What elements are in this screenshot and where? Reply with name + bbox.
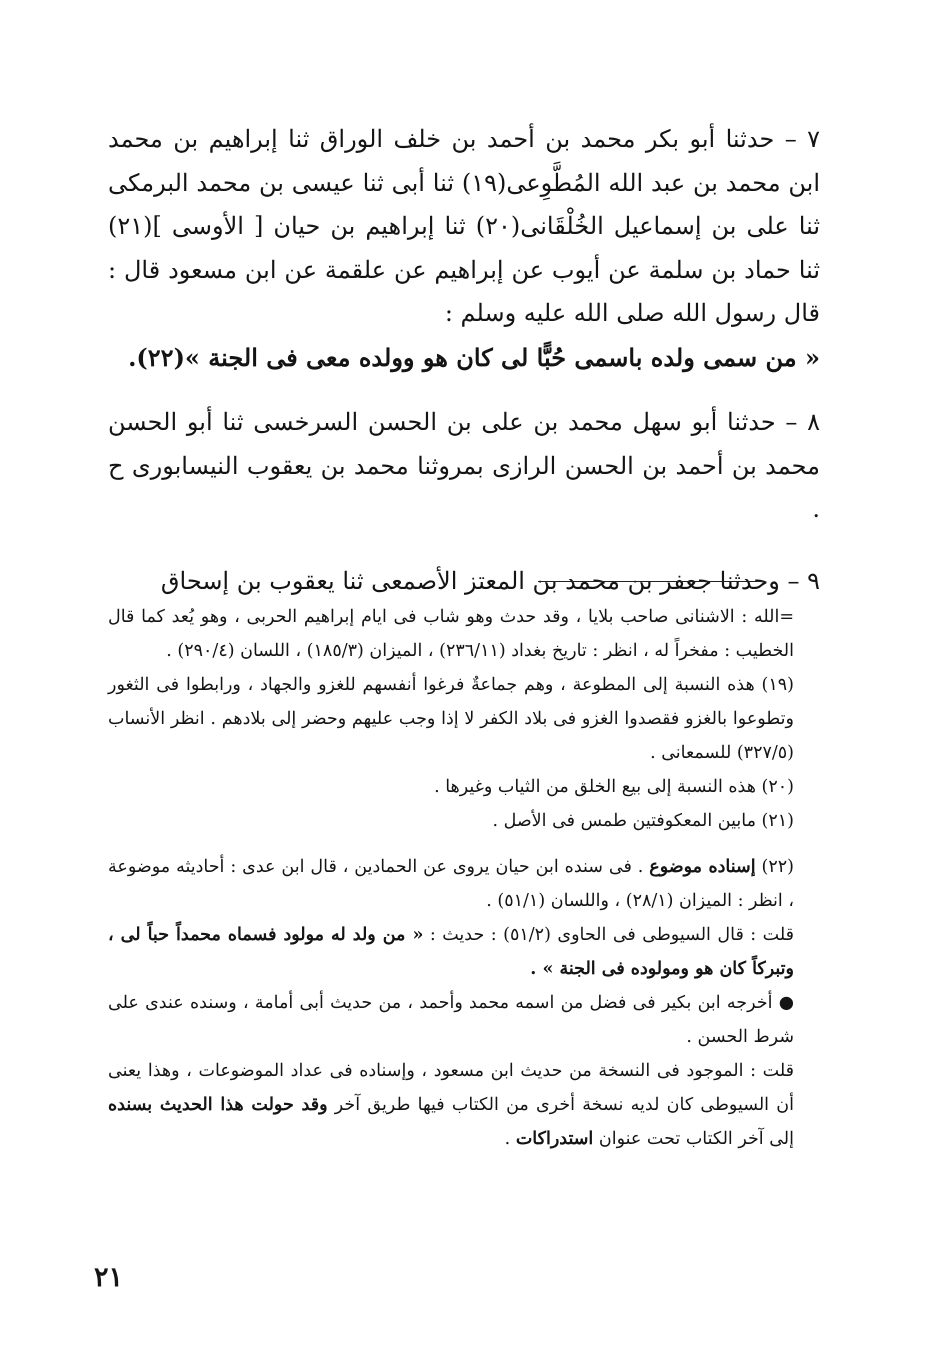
footnote-21: (٢١) مابين المعكوفتين طمس فى الأصل . <box>492 811 794 831</box>
suyuti-quote: « من ولد له مولود فسماه محمداً حباً لى ، وتبركاً كان هو ومولوده فى الجنة » . <box>108 925 794 979</box>
closing-bold-2: استدراكات <box>515 1129 594 1149</box>
footnote-19: (١٩) هذه النسبة إلى المطوعة ، وهم جماعةٌ فرغوا أنفسهم للغزو والجهاد ، ورابطوا فى الثغور وتطوعوا بالغزو فقصدوا الغزو فى بلاد الكفر لا إذا وجب عليهم وحضر إلى بلادهم . انظر الأنساب (٣٢٧/٥) للسمعانى . <box>108 675 794 763</box>
footnote-22-ibn-bukayr: ● أخرجه ابن بكير فى فضل من اسمه محمد وأحمد ، من حديث أبى أمامة ، وسنده عندى على شرط الحسن . <box>108 993 794 1047</box>
footnote-22-text: . فى سنده ابن حيان يروى عن الحمادين ، قال ابن عدى : أحاديثه موضوعة ، انظر : الميزان (٢٨/١) ، واللسان (٥١/١) . <box>108 857 794 911</box>
page-number: ٢١ <box>94 1262 124 1293</box>
footnote-22-number: (٢٢) <box>761 857 794 877</box>
footnote-22-suyuti <box>108 918 794 986</box>
hadith-7-isnad: ٧ – حدثنا أبو بكر محمد بن أحمد بن خلف الوراق ثنا إبراهيم بن محمد ابن محمد بن عبد الله المُطَّوِعى(١٩) ثنا أبى ثنا عيسى بن محمد البرمكى ثنا على بن إسماعيل الخُلْقَانى(٢٠) ثنا إبراهيم بن حيان [ الأوسى ](٢١) ثنا حماد بن سلمة عن أيوب عن إبراهيم عن علقمة عن ابن مسعود قال : قال رسول الله صلى الله عليه وسلم : <box>108 125 820 327</box>
closing-bold-1: وقد حولت هذا الحديث بسنده <box>108 1095 328 1115</box>
footnote-continuation: =الله : الاشنانى صاحب بلايا ، وقد حدث وهو شاب فى ايام إبراهيم الحربى ، وهو يُعد كما قال الخطيب : مفخراً له ، انظر : تاريخ بغداد (٢٣٦/١١) ، الميزان (١٨٥/٣) ، اللسان (٢٩٠/٤) . <box>108 607 794 661</box>
hadith-7-matn: « من سمى ولده باسمى حُبًّا لى كان هو وولده معى فى الجنة »(٢٢). <box>128 342 820 372</box>
footnote-divider <box>538 581 764 582</box>
hadith-9: ٩ – وحدثنا جعفر بن محمد بن المعتز الأصمعى ثنا يعقوب بن إسحاق <box>160 566 820 595</box>
hadith-8: ٨ – حدثنا أبو سهل محمد بن على بن الحسن السرخسى ثنا أبو الحسن محمد بن أحمد بن الحسن الرازى بمروثنا محمد بن يعقوب النيسابورى ح . <box>108 408 820 523</box>
closing-mid: إلى آخر الكتاب تحت عنوان <box>598 1129 794 1149</box>
main-text <box>108 118 820 603</box>
suyuti-intro: قلت : قال السيوطى فى الحاوى (٥١/٢) : حديث : <box>429 925 794 945</box>
footnote-20: (٢٠) هذه النسبة إلى بيع الخلق من الثياب وغيرها . <box>434 777 794 797</box>
closing-plain: قلت : الموجود فى النسخة من حديث ابن مسعود ، وإسناده فى عداد الموضوعات ، وهذا يعنى أن السيوطى كان لديه نسخة أخرى من الكتاب فيها طريق آخر <box>108 1061 794 1115</box>
closing-end: . <box>504 1129 511 1149</box>
footnotes <box>108 600 794 1156</box>
footnote-22-verdict: إسناده موضوع <box>649 857 756 877</box>
footnote-22 <box>108 850 794 918</box>
footnote-22-closing <box>108 1054 794 1156</box>
